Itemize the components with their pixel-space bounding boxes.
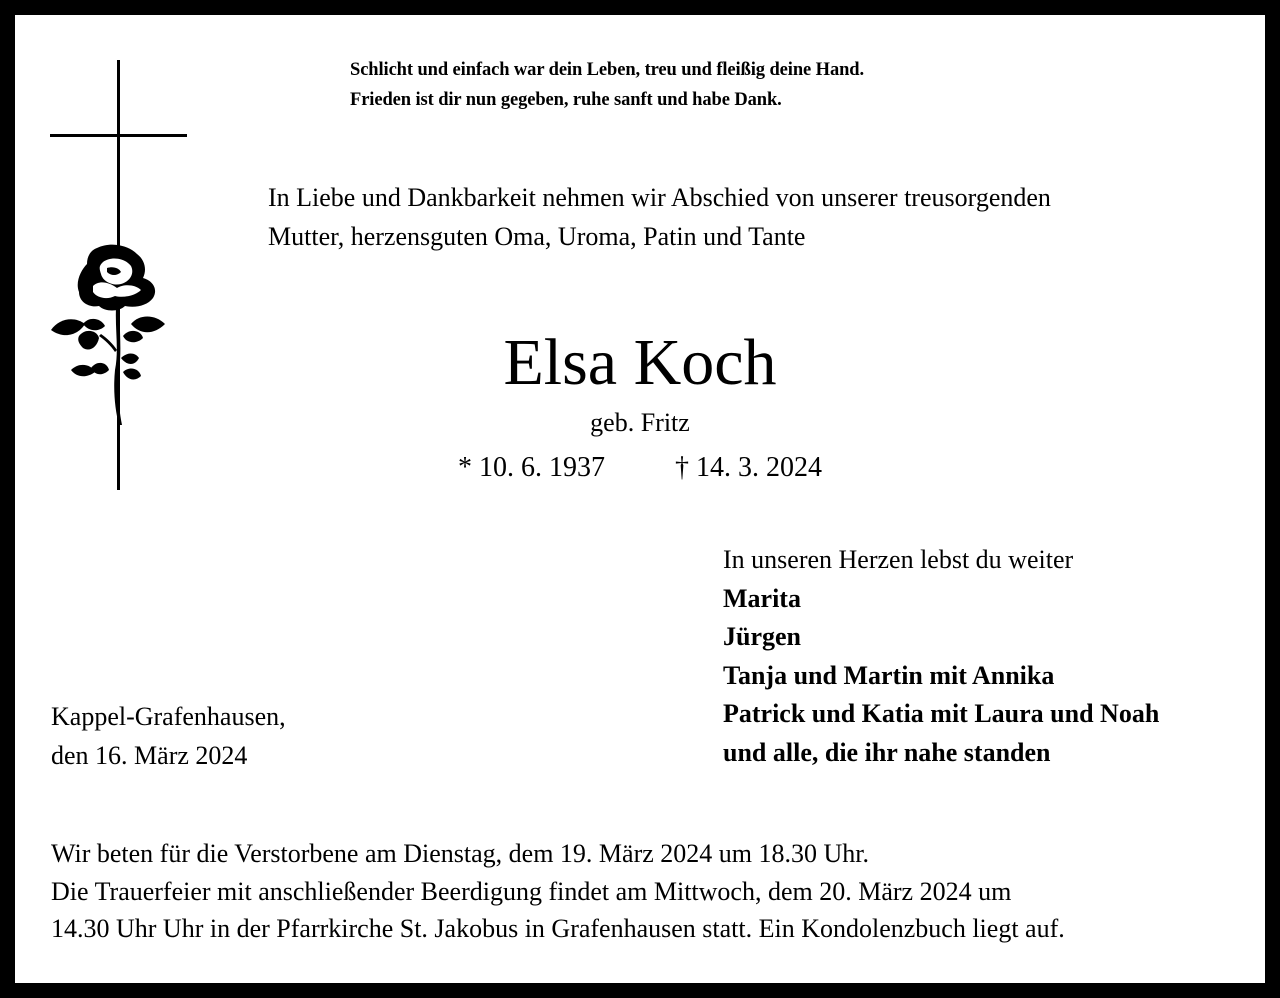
mourners-lead: In unseren Herzen lebst du weiter [723, 545, 1074, 574]
birth-date: * 10. 6. 1937 [458, 452, 605, 483]
intro-text [268, 178, 1051, 256]
service-line: 14.30 Uhr Uhr in der Pfarrkirche St. Jakobus in Grafenhausen statt. Ein Kondolenzbuch liegt auf. [51, 914, 1065, 943]
mourners-list [723, 541, 1159, 772]
motto-line: Frieden ist dir nun gegeben, ruhe sanft und habe Dank. [350, 90, 782, 110]
place-line: Kappel-Grafenhausen, [51, 702, 286, 731]
mourner-name: Patrick und Katia mit Laura und Noah [723, 699, 1160, 728]
death-date: † 14. 3. 2024 [675, 452, 822, 483]
intro-line: Mutter, herzensguten Oma, Uroma, Patin und Tante [268, 222, 806, 251]
mourner-name: Tanja und Martin mit Annika [723, 660, 1055, 690]
intro-line: In Liebe und Dankbarkeit nehmen wir Abschied von unserer treusorgenden [268, 183, 1051, 212]
place-and-date [51, 698, 286, 775]
service-details [51, 835, 1065, 948]
motto-verse [350, 55, 864, 115]
life-dates [15, 448, 1265, 488]
service-line: Wir beten für die Verstorbene am Dienstag, dem 19. März 2024 um 18.30 Uhr. [51, 839, 869, 868]
motto-line: Schlicht und einfach war dein Leben, treu und fleißig deine Hand. [350, 60, 864, 80]
obituary-notice [15, 15, 1265, 983]
service-line: Die Trauerfeier mit anschließender Beerdigung findet am Mittwoch, dem 20. März 2024 um [51, 876, 1012, 906]
mourner-name: Marita [723, 583, 801, 613]
date-line: den 16. März 2024 [51, 740, 248, 770]
maiden-name: geb. Fritz [590, 408, 690, 437]
cross-icon-horizontal-bar [50, 134, 187, 137]
deceased-name: Elsa Koch [503, 326, 777, 399]
mourner-name: und alle, die ihr nahe standen [723, 737, 1051, 767]
mourner-name: Jürgen [723, 622, 801, 651]
